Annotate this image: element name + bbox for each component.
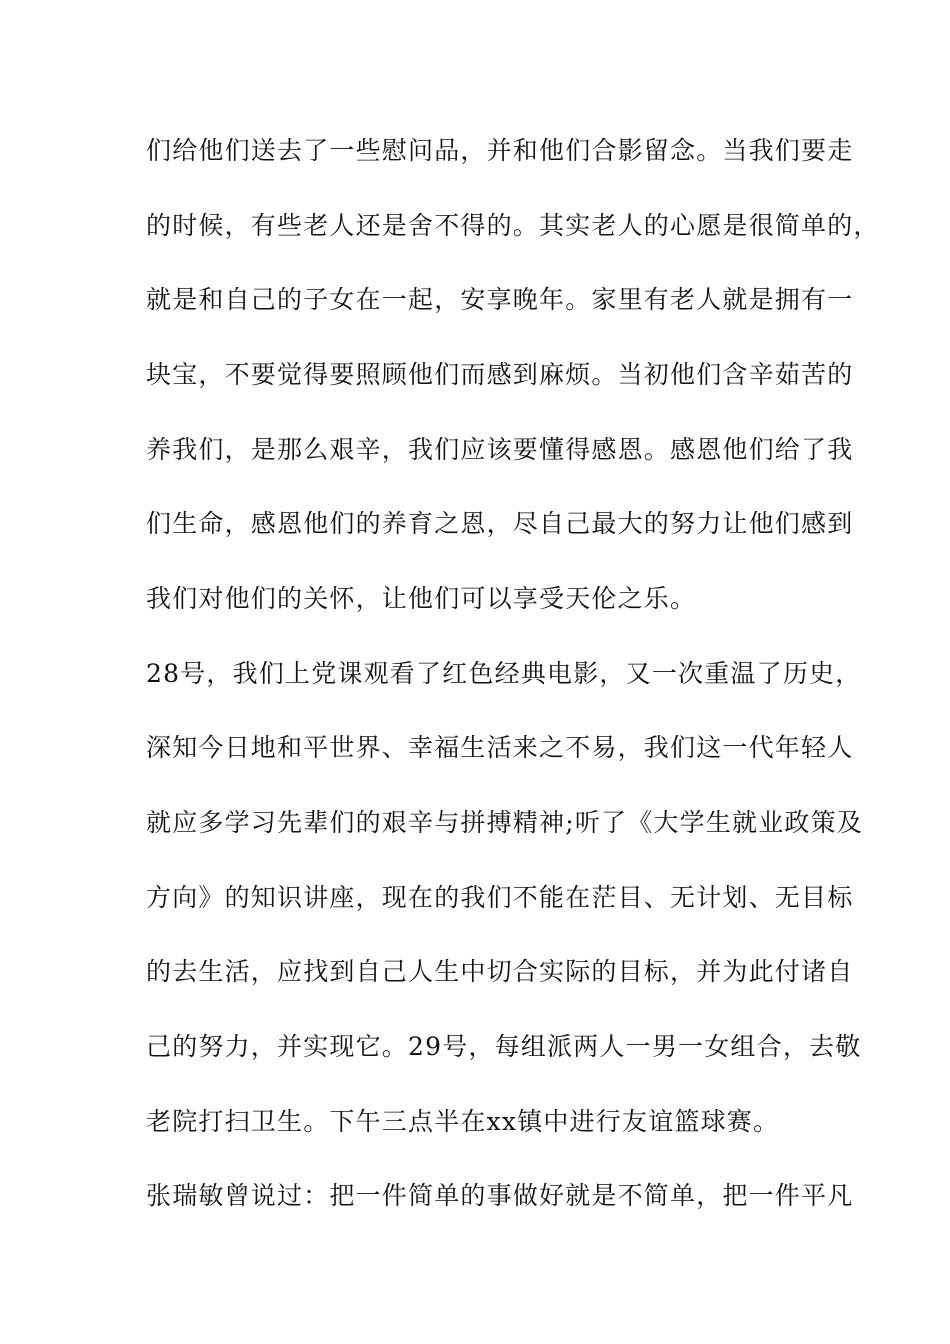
text-line: 就应多学习先辈们的艰辛与拼搏精神;听了《大学生就业政策及 (146, 808, 864, 837)
text-line: 张瑞敏曾说过：把一件简单的事做好就是不简单，把一件平凡 (146, 1181, 854, 1210)
text-line: 方向》的知识讲座，现在的我们不能在茫目、无计划、无目标 (146, 883, 854, 912)
text-line: 28号，我们上党课观看了红色经典电影，又一次重温了历史， (146, 659, 862, 688)
text-line: 的时候，有些老人还是舍不得的。其实老人的心愿是很简单的， (146, 211, 880, 240)
text-line: 我们对他们的关怀，让他们可以享受天伦之乐。 (146, 584, 697, 613)
text-line: 己的努力，并实现它。29号，每组派两人一男一女组合，去敬 (146, 1032, 862, 1061)
text-line: 的去生活，应找到自己人生中切合实际的目标，并为此付诸自 (146, 957, 854, 986)
text-line: 深知今日地和平世界、幸福生活来之不易，我们这一代年轻人 (146, 733, 854, 762)
text-line: 老院打扫卫生。下午三点半在xx镇中进行友谊篮球赛。 (146, 1107, 780, 1136)
text-line: 养我们，是那么艰辛，我们应该要懂得感恩。感恩他们给了我 (146, 435, 854, 464)
text-line: 块宝，不要觉得要照顾他们而感到麻烦。当初他们含辛茹苦的 (146, 360, 854, 389)
text-line: 们给他们送去了一些慰问品，并和他们合影留念。当我们要走 (146, 136, 854, 165)
text-line: 就是和自己的子女在一起，安享晚年。家里有老人就是拥有一 (146, 285, 854, 314)
text-line: 们生命，感恩他们的养育之恩，尽自己最大的努力让他们感到 (146, 509, 854, 538)
